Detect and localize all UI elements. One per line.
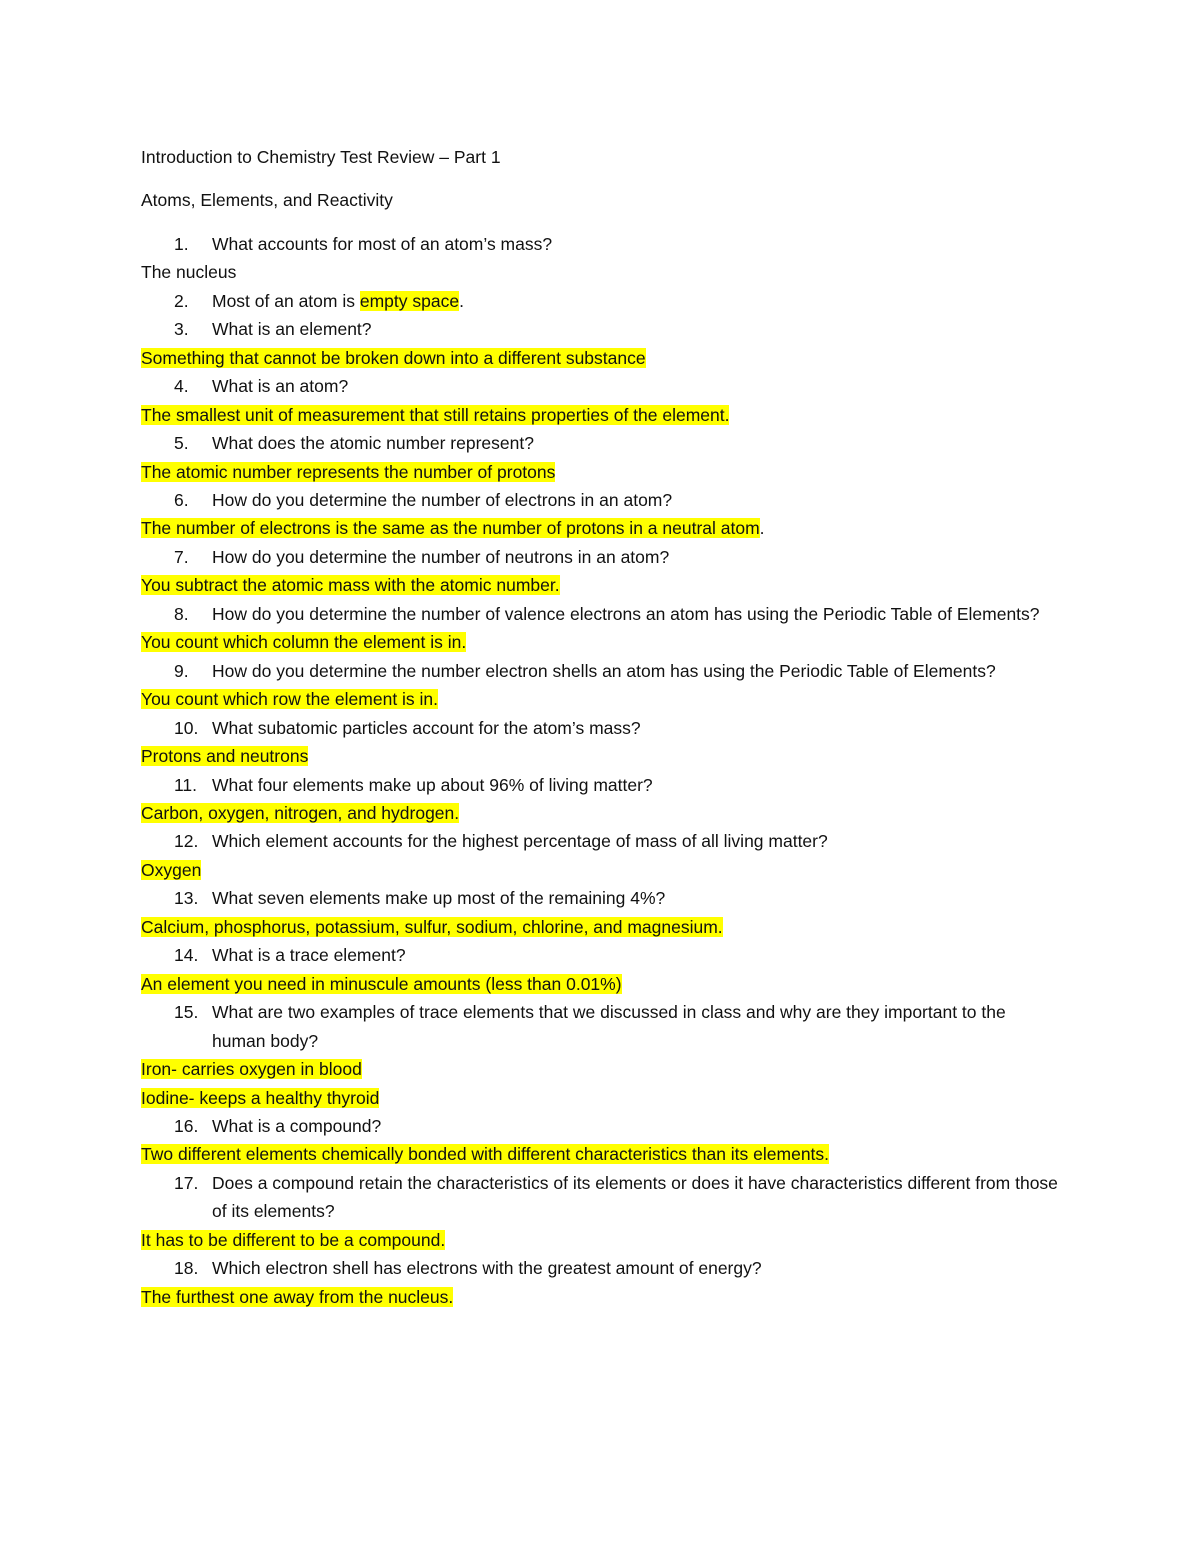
question-text: How do you determine the number of valence electrons an atom has using the Periodic Table of Elements? <box>212 603 1040 624</box>
highlighted-answer: Iodine- keeps a healthy thyroid <box>141 1087 380 1108</box>
question-item <box>141 1254 1061 1282</box>
highlighted-answer: Oxygen <box>141 859 202 880</box>
question-number: 15. <box>174 1002 199 1023</box>
answer-text: The nucleus <box>141 262 237 283</box>
question-text-post: . <box>459 290 464 311</box>
question-number: 6. <box>174 489 189 510</box>
highlighted-answer: You count which row the element is in. <box>141 689 439 710</box>
question-text: What is an element? <box>212 319 372 340</box>
highlighted-answer: Calcium, phosphorus, potassium, sulfur, sodium, chlorine, and magnesium. <box>141 916 723 937</box>
question-text: How do you determine the number of electrons in an atom? <box>212 489 673 510</box>
answer-item <box>141 685 1061 713</box>
question-text: What seven elements make up most of the remaining 4%? <box>212 888 666 909</box>
question-text: What does the atomic number represent? <box>212 433 534 454</box>
question-item <box>141 771 1061 799</box>
highlighted-answer: The smallest unit of measurement that still retains properties of the element. <box>141 404 730 425</box>
answer-item <box>141 628 1061 656</box>
highlighted-answer: It has to be different to be a compound. <box>141 1229 446 1250</box>
answer-item <box>141 571 1061 599</box>
question-text: What is a trace element? <box>212 945 406 966</box>
answer-item <box>141 799 1061 827</box>
question-text-pre: Most of an atom is <box>212 290 360 311</box>
question-number: 18. <box>174 1258 199 1279</box>
question-text: What is an atom? <box>212 376 349 397</box>
question-item <box>141 429 1061 457</box>
answer-item <box>141 1055 1061 1083</box>
question-item <box>141 372 1061 400</box>
highlighted-answer: The atomic number represents the number of protons <box>141 461 556 482</box>
question-text: What accounts for most of an atom’s mass? <box>212 233 553 254</box>
question-item <box>141 543 1061 571</box>
question-text: What is a compound? <box>212 1115 382 1136</box>
question-item <box>141 714 1061 742</box>
document-body <box>141 143 1061 1311</box>
question-item <box>141 827 1061 855</box>
question-item <box>141 998 1061 1055</box>
highlighted-answer: The number of electrons is the same as the number of protons in a neutral atom <box>141 518 760 539</box>
answer-item <box>141 401 1061 429</box>
answer-item <box>141 458 1061 486</box>
highlighted-answer: Something that cannot be broken down into a different substance <box>141 347 646 368</box>
question-number: 16. <box>174 1115 199 1136</box>
question-number: 12. <box>174 831 199 852</box>
answer-item <box>141 1084 1061 1112</box>
question-text: What subatomic particles account for the atom’s mass? <box>212 717 641 738</box>
answer-item <box>141 258 1061 286</box>
answer-item <box>141 1226 1061 1254</box>
highlighted-answer: Carbon, oxygen, nitrogen, and hydrogen. <box>141 802 460 823</box>
question-item <box>141 1169 1061 1226</box>
highlighted-answer: Protons and neutrons <box>141 746 309 767</box>
answer-item <box>141 856 1061 884</box>
question-item <box>141 315 1061 343</box>
question-number: 14. <box>174 945 199 966</box>
question-text: Which electron shell has electrons with the greatest amount of energy? <box>212 1258 762 1279</box>
answer-text-post: . <box>759 518 765 539</box>
question-number: 9. <box>174 660 189 681</box>
highlighted-answer: You count which column the element is in. <box>141 632 467 653</box>
answer-item <box>141 913 1061 941</box>
highlighted-answer: Iron- carries oxygen in blood <box>141 1059 362 1080</box>
question-number: 13. <box>174 888 199 909</box>
answer-item <box>141 1283 1061 1311</box>
question-number: 4. <box>174 376 189 397</box>
question-text: What are two examples of trace elements that we discussed in class and why are they important to the human body? <box>212 1002 1006 1051</box>
highlighted-answer: empty space <box>359 290 460 311</box>
question-number: 17. <box>174 1172 199 1193</box>
question-number: 11. <box>174 774 198 795</box>
question-item <box>141 657 1061 685</box>
question-number: 8. <box>174 603 189 624</box>
question-number: 10. <box>174 717 199 738</box>
question-text: How do you determine the number electron shells an atom has using the Periodic Table of Elements? <box>212 660 996 681</box>
highlighted-answer: The furthest one away from the nucleus. <box>141 1286 454 1307</box>
question-number: 5. <box>174 433 189 454</box>
question-item <box>141 941 1061 969</box>
question-item <box>141 1112 1061 1140</box>
question-text: How do you determine the number of neutrons in an atom? <box>212 546 670 567</box>
section-heading: Atoms, Elements, and Reactivity <box>141 190 393 211</box>
answer-item <box>141 1140 1061 1168</box>
question-item <box>141 486 1061 514</box>
question-number: 1. <box>174 233 189 254</box>
question-item <box>141 287 1061 315</box>
question-text: Does a compound retain the characteristics of its elements or does it have characteristics different from those of its elements? <box>212 1172 1058 1222</box>
question-number: 2. <box>174 290 189 311</box>
question-number: 7. <box>174 546 189 567</box>
answer-item <box>141 514 1061 542</box>
answer-item <box>141 344 1061 372</box>
question-item <box>141 600 1061 628</box>
question-item <box>141 230 1061 258</box>
highlighted-answer: You subtract the atomic mass with the atomic number. <box>141 575 560 596</box>
highlighted-answer: An element you need in minuscule amounts (less than 0.01%) <box>141 973 622 994</box>
qa-list <box>141 230 1061 1311</box>
question-text: What four elements make up about 96% of living matter? <box>212 774 653 795</box>
answer-item <box>141 970 1061 998</box>
question-item <box>141 884 1061 912</box>
answer-item <box>141 742 1061 770</box>
question-text: Which element accounts for the highest percentage of mass of all living matter? <box>212 831 828 852</box>
highlighted-answer: Two different elements chemically bonded with different characteristics than its elements. <box>141 1144 830 1165</box>
question-text <box>212 291 464 311</box>
question-number: 3. <box>174 319 189 340</box>
document-title: Introduction to Chemistry Test Review – Part 1 <box>141 147 501 167</box>
